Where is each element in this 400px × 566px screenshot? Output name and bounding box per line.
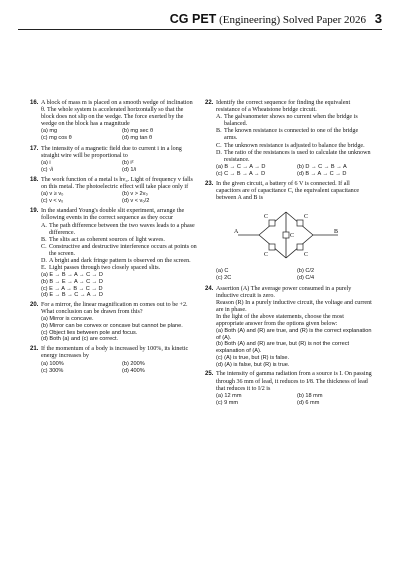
question-number: 20. bbox=[30, 302, 39, 309]
question-text: For a mirror, the linear magnification m comes out to be +2. What conclusion can be drawn from this? bbox=[41, 302, 188, 316]
option: (d) 400% bbox=[122, 367, 145, 374]
question-instruction: In the light of the above statements, choose the most appropriate answer from the options given below: bbox=[216, 313, 344, 327]
question-number: 19. bbox=[30, 208, 39, 215]
option: (a) C bbox=[216, 268, 229, 275]
question-text: Assertion (A) The average power consumed in a purely inductive circuit is zero. bbox=[216, 285, 352, 299]
question-number: 23. bbox=[205, 181, 214, 188]
statement-text: Constructive and destructive interference occurs at points on the screen. bbox=[49, 243, 197, 257]
capacitor-symbol bbox=[297, 244, 303, 250]
question-number: 17. bbox=[30, 145, 39, 152]
statement-text: The slits act as coherent sources of light waves. bbox=[49, 236, 165, 243]
statement bbox=[41, 244, 197, 258]
question-number: 16. bbox=[30, 100, 39, 106]
option: (b) Mirror can be convex or concave but cannot be plane. bbox=[41, 323, 183, 330]
circuit-label: C bbox=[290, 233, 295, 240]
question-text: In the given circuit, a battery of 6 V is connected. If all capacitors are of capacitance C, the equivalent capacitance between A and B is bbox=[216, 181, 360, 202]
option: (a) Mirror is concave. bbox=[41, 316, 94, 323]
option: (a) B → C → A → D bbox=[216, 163, 266, 170]
question-text: The work function of a metal is hv₀. Light of frequency v falls on this metal. The photoelectric effect will take place only if bbox=[41, 176, 193, 191]
option: (b) B → E → A → C → D bbox=[41, 278, 103, 285]
option: (b) mg sec θ bbox=[122, 128, 154, 135]
exam-name: CG PET bbox=[169, 12, 217, 26]
statement-text: A bright and dark fringe pattern is observed on the screen. bbox=[49, 257, 191, 264]
option: (c) 2C bbox=[216, 275, 232, 282]
question-number: 21. bbox=[30, 346, 39, 353]
question-text: If the momentum of a body is increased by 100%, its kinetic energy increases by bbox=[41, 346, 189, 360]
statement bbox=[41, 237, 197, 244]
option: (d) 6 mm bbox=[297, 399, 320, 406]
question bbox=[205, 286, 372, 369]
statement bbox=[41, 258, 197, 265]
left-column bbox=[30, 100, 197, 378]
statement-label: B. bbox=[216, 128, 222, 135]
answer-options bbox=[41, 160, 197, 174]
option: (c) 300% bbox=[41, 367, 64, 374]
statement bbox=[216, 143, 372, 150]
statement-label: A. bbox=[41, 222, 47, 229]
circuit-label: C bbox=[304, 252, 309, 259]
answer-options bbox=[41, 361, 197, 375]
statement-label: C. bbox=[216, 142, 222, 149]
capacitor-symbol bbox=[297, 220, 303, 226]
option: (c) mg cos θ bbox=[41, 135, 72, 142]
statement-label: C. bbox=[41, 243, 47, 250]
option: (b) Both (A) and (R) are true, but (R) is not the correct explanation of (A). bbox=[216, 341, 350, 355]
capacitor-symbol bbox=[283, 232, 289, 238]
option: (b) C/2 bbox=[297, 268, 315, 275]
question-reason: Reason (R) In a purely inductive circuit, the voltage and current are in phase. bbox=[216, 299, 372, 313]
answer-options bbox=[41, 191, 197, 205]
statement-label: D. bbox=[41, 257, 47, 264]
header-rule bbox=[18, 29, 382, 30]
circuit-label: A bbox=[234, 229, 239, 236]
circuit-label: B bbox=[334, 229, 339, 236]
answer-options bbox=[216, 268, 372, 282]
statement-text: The known resistance is connected to one of the bridge arms. bbox=[224, 128, 359, 142]
statement-label: A. bbox=[216, 114, 222, 121]
question-number: 25. bbox=[205, 371, 214, 378]
page-header bbox=[170, 11, 382, 26]
option: (a) v ≥ v₀ bbox=[41, 191, 64, 198]
option: (d) (A) is false, but (R) is true. bbox=[216, 361, 290, 368]
option: (b) D → C → B → A bbox=[297, 163, 347, 170]
right-column bbox=[205, 100, 372, 410]
option: (b) 200% bbox=[122, 360, 145, 367]
statement-text: The path difference between the two waves leads to a phase difference. bbox=[49, 222, 195, 236]
option: (a) i bbox=[41, 159, 51, 166]
statement-label: D. bbox=[216, 149, 222, 156]
option: (c) √i bbox=[41, 166, 54, 173]
answer-options bbox=[216, 164, 372, 178]
statement bbox=[216, 128, 372, 142]
statement bbox=[41, 223, 197, 237]
question bbox=[30, 146, 197, 174]
question-number: 24. bbox=[205, 285, 214, 292]
option: (b) v > 2v₀ bbox=[122, 191, 148, 198]
statement-text: The ratio of the resistances is used to calculate the unknown resistance. bbox=[224, 149, 371, 163]
question bbox=[30, 100, 197, 142]
question bbox=[205, 181, 372, 282]
option: (c) Object lies between pole and focus. bbox=[41, 329, 138, 336]
statement bbox=[41, 265, 197, 272]
circuit-label: C bbox=[304, 214, 309, 221]
question-number: 18. bbox=[30, 176, 39, 183]
option: (d) B → A → C → D bbox=[297, 170, 347, 177]
option: (d) v < v₀/2 bbox=[122, 198, 150, 205]
capacitor-symbol bbox=[269, 220, 275, 226]
statement-label: E. bbox=[41, 265, 47, 272]
question bbox=[30, 177, 197, 205]
statement-text: The galvanometer shows no current when the bridge is balanced. bbox=[224, 114, 358, 128]
option: (c) E → A → B → C → D bbox=[41, 285, 103, 292]
option: (d) C/4 bbox=[297, 275, 315, 282]
question-text: In the standard Young's double slit experiment, arrange the following events in the correct sequence as they occur bbox=[41, 208, 185, 222]
header-subtitle: (Engineering) Solved Paper 2026 bbox=[219, 14, 367, 26]
circuit-label: C bbox=[264, 214, 269, 221]
option: (b) 18 mm bbox=[297, 392, 323, 399]
statement-text: The unknown resistance is adjusted to balance the bridge. bbox=[224, 142, 365, 149]
question bbox=[205, 100, 372, 178]
page-number: 3 bbox=[374, 11, 382, 26]
question-text: The intensity of a magnetic field due to current i in a long straight wire will be proportional to bbox=[41, 145, 182, 159]
option: (c) (A) is true, but (R) is false. bbox=[216, 354, 290, 361]
question bbox=[30, 208, 197, 299]
option: (d) E → B → C → A → D bbox=[41, 292, 103, 299]
statement bbox=[216, 150, 372, 164]
question-text: Identify the correct sequence for finding the equivalent resistance of a Wheatstone bridge circuit. bbox=[216, 100, 351, 114]
capacitor-circuit-diagram bbox=[234, 204, 344, 266]
option: (a) 12 mm bbox=[216, 392, 242, 399]
answer-options bbox=[41, 128, 197, 142]
option: (c) C → B → A → D bbox=[216, 170, 266, 177]
question bbox=[30, 302, 197, 343]
capacitor-symbol bbox=[269, 244, 275, 250]
question bbox=[30, 346, 197, 374]
question-text: A block of mass m is placed on a smooth wedge of inclination θ. The whole system is accelerated horizontally so that the block does not slip on the wedge. The force exerted by the wedge on the block has a magnitude bbox=[41, 100, 193, 128]
option: (d) 1/i bbox=[122, 166, 137, 173]
answer-options bbox=[216, 393, 372, 407]
option: (a) mg bbox=[41, 128, 58, 135]
option: (c) v < v₀ bbox=[41, 198, 64, 205]
option: (a) E → B → A → C → D bbox=[41, 272, 103, 279]
option: (d) mg tan θ bbox=[122, 135, 153, 142]
option: (a) Both (A) and (R) are true, and (R) is the correct explanation of (A). bbox=[216, 328, 372, 341]
option: (b) i² bbox=[122, 159, 134, 166]
statement-label: B. bbox=[41, 236, 47, 243]
option: (a) 100% bbox=[41, 360, 64, 367]
option: (d) Both (a) and (c) are correct. bbox=[41, 336, 119, 343]
question-text: The intensity of gamma radiation from a source is I. On passing through 36 mm of lead, it reduces to I/8. The thickness of lead that reduces it to I/2 is bbox=[216, 371, 372, 392]
question bbox=[205, 371, 372, 406]
option: (c) 9 mm bbox=[216, 399, 239, 406]
statement-text: Light passes through two closely spaced slits. bbox=[49, 265, 161, 272]
statement bbox=[216, 114, 372, 128]
circuit-label: C bbox=[264, 252, 269, 259]
question-number: 22. bbox=[205, 100, 214, 106]
